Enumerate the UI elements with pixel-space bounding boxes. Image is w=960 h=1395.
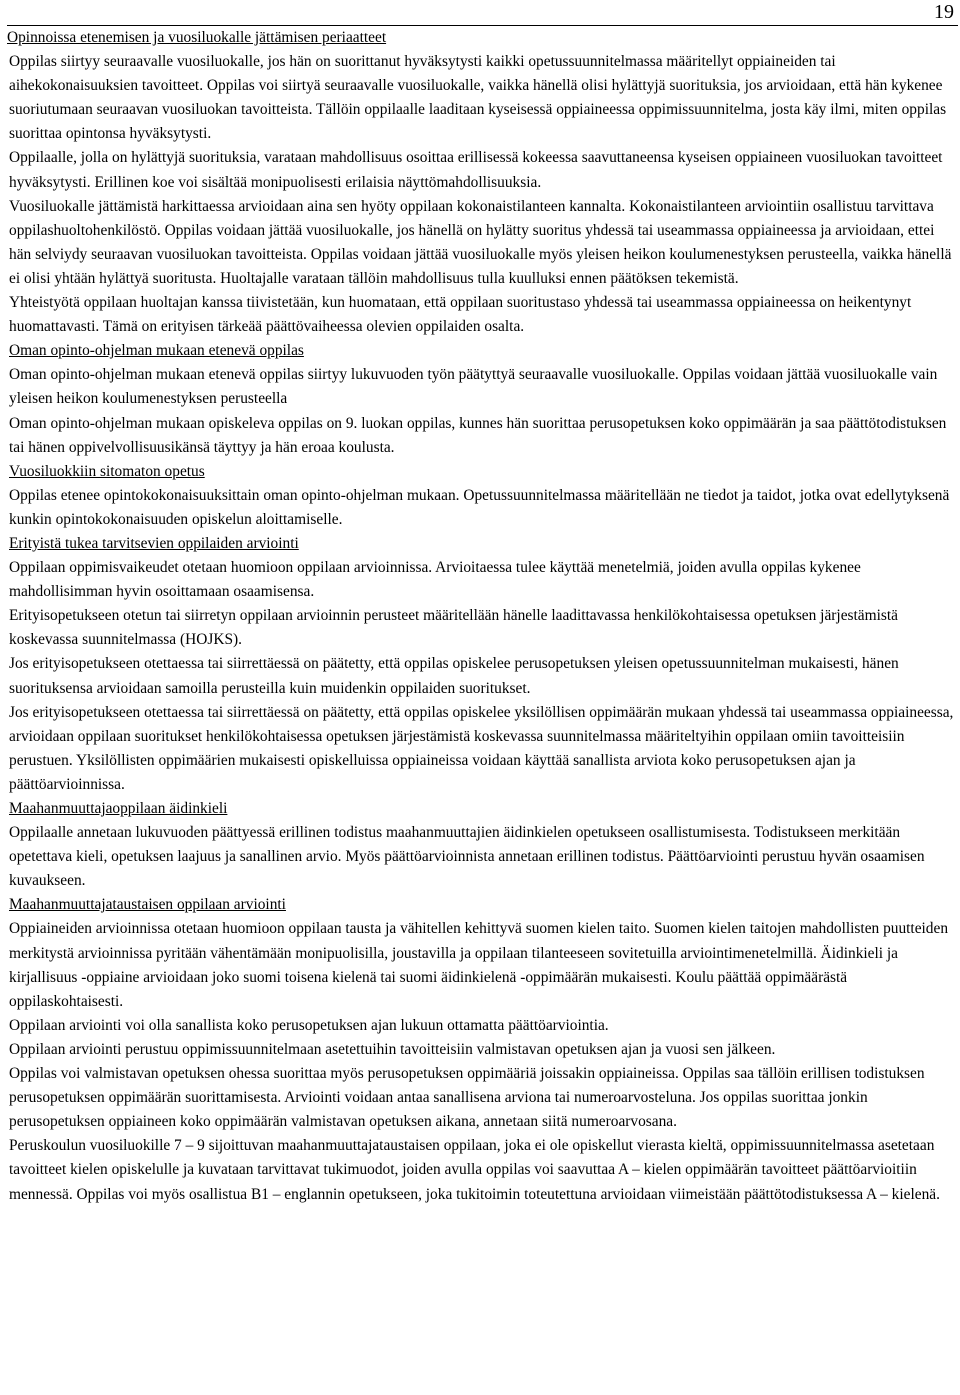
paragraph: Jos erityisopetukseen otettaessa tai siirrettäessä on päätetty, että oppilas opiskelee perusopetuksen yleisen opetussuunnitelman mukaisesti, hänen suorituksensa arvioidaan samoilla perusteilla kuin muidenkin oppilaiden suoritukset. (9, 655, 899, 697)
paragraph: Yhteistyötä oppilaan huoltajan kanssa tiivistetään, kun huomataan, että oppilaan suoritustaso yhdessä tai useammassa oppiaineessa on heikentynyt huomattavasti. Tämä on erityisen tärkeää päättövaiheessa olevien oppilaiden osalta. (9, 294, 912, 336)
section-heading-non-grade-teaching: Vuosiluokkiin sitomaton opetus (9, 462, 205, 480)
section-heading-immigrant-mother-tongue: Maahanmuuttajaoppilaan äidinkieli (9, 800, 228, 817)
paragraph: Vuosiluokalle jättämistä harkittaessa arvioidaan aina sen hyöty oppilaan kokonaistilanteen kannalta. Kokonaistilanteen arviointiin osallistuu tarvittava oppilashuoltohenkilöstö. Oppilas voidaan jättää vuosiluokalle, jos hänellä on hylätty suoritus yhdessä tai useammassa oppiaineessa ja arvioidaan, ettei hän selviydy seuraavan vuosiluokan tavoitteista. Oppilas voidaan jättää vuosiluokalle myös yleisen heikon koulumenestyksen perusteella, vaikka hänellä ei olisi yhtään hylättyä suoritusta. Huoltajalle varataan tällöin mahdollisuus tulla kuulluksi ennen päätöksen tekemistä. (9, 197, 952, 287)
paragraph: Erityisopetukseen otetun tai siirretyn oppilaan arvioinnin perusteet määritellään hänelle laadittavassa henkilökohtaisessa opetuksen järjestämistä koskevassa suunnitelmassa (HOJKS). (9, 607, 898, 649)
page-number: 19 (934, 1, 954, 23)
paragraph: Oppilas voi valmistavan opetuksen ohessa suorittaa myös perusopetuksen oppimääriä joissakin oppiaineissa. Oppilas saa tällöin erillisen todistuksen perusopetuksen oppimäärän suorittamisesta. Arviointi voidaan antaa sanallisena arviona tai numeroarvosteluna. Jos oppilas suorittaa jonkin perusopetuksen oppiaineen koko oppimäärän valmistavan opetuksen aikana, annetaan siitä numeroarvosana. (9, 1065, 925, 1131)
paragraph: Oppilaan arviointi voi olla sanallista koko perusopetuksen ajan lukuun ottamatta päättöarviointia. (9, 1016, 609, 1034)
paragraph: Oppilaan arviointi perustuu oppimissuunnitelmaan asetettuihin tavoitteisiin valmistavan opetuksen ajan ja vuosi sen jälkeen. (9, 1040, 776, 1058)
section-heading-own-study-program: Oman opinto-ohjelman mukaan etenevä oppilas (9, 342, 304, 360)
paragraph: Oppiaineiden arvioinnissa otetaan huomioon oppilaan tausta ja vähitellen kehittyvä suomen kielen taito. Suomen kielen taitojen mahdollisten puutteiden merkitystä arvioinnissa pyritään vähentämään monipuolisilla, joustavilla ja oppilaan tilanteeseen sovitetuilla arviointimenetelmillä. Äidinkieli ja kirjallisuus -oppiaine arvioidaan joko suomi toisena kielenä tai suomi äidinkielenä -oppimäärän mukaisesti. Koulu päättää oppimäärästä oppilaskohtaisesti. (9, 920, 949, 1010)
paragraph: Oppilaan oppimisvaikeudet otetaan huomioon oppilaan arvioinnissa. Arvioitaessa tulee käyttää menetelmiä, joiden avulla oppilas kykenee mahdollisimman hyvin osoittamaan osaamisensa. (9, 559, 861, 601)
paragraph: Oppilas siirtyy seuraavalle vuosiluokalle, jos hän on suorittanut hyväksytysti kaikki opetussuunnitelmassa määritellyt oppiaineiden tai aihekokonaisuuksien tavoitteet. Oppilas voi siirtyä seuraavalle vuosiluokalle, vaikka hänellä olisi hylättyjä suorituksia, jos arvioidaan, että hän kykenee suoriutumaan seuraavan vuosiluokan tavoitteista. Tällöin oppilaalle laaditaan kyseisessä oppiaineessa oppimissuunnitelma, josta käy ilmi, miten oppilas suorittaa opintonsa hyväksytysti. (9, 53, 947, 143)
section-heading-progression: Opinnoissa etenemisen ja vuosiluokalle jättämisen periaatteet (7, 25, 958, 50)
section-heading-immigrant-assessment: Maahanmuuttajataustaisen oppilaan arviointi (9, 896, 286, 914)
document-body (9, 25, 958, 1207)
paragraph: Peruskoulun vuosiluokille 7 – 9 sijoittuvan maahanmuuttajataustaisen oppilaan, joka ei ole opiskellut vierasta kieltä, oppimissuunnitelmassa asetetaan tavoitteet kielen opiskelulle ja kuvataan tarvittavat tukimuodot, joiden avulla oppilas voi saavuttaa A – kielen oppimäärän tavoitteet päättöarvioitiin mennessä. Oppilas voi myös osallistua B1 – englannin opetukseen, joka tukitoimin toteutettuna arvioidaan viimeistään päättötodistuksessa A – kielenä. (9, 1137, 940, 1203)
paragraph: Oppilaalle annetaan lukuvuoden päättyessä erillinen todistus maahanmuuttajien äidinkielen opetukseen osallistumisesta. Todistukseen merkitään opetettava kieli, opetuksen laajuus ja sanallinen arvio. Myös päättöarvioinnista annetaan erillinen todistus. Päättöarviointi perustuu hyvän osaamisen kuvaukseen. (9, 824, 925, 890)
paragraph: Oman opinto-ohjelman mukaan etenevä oppilas siirtyy lukuvuoden työn päätyttyä seuraavalle vuosiluokalle. Oppilas voidaan jättää vuosiluokalle vain yleisen heikon koulumenestyksen perusteella (9, 366, 938, 408)
paragraph: Oman opinto-ohjelman mukaan opiskeleva oppilas on 9. luokan oppilas, kunnes hän suorittaa perusopetuksen koko oppimäärän ja saa päättötodistuksen tai hänen oppivelvollisuusikänsä täyttyy ja hän eroaa koulusta. (9, 414, 947, 456)
paragraph: Jos erityisopetukseen otettaessa tai siirrettäessä on päätetty, että oppilas opiskelee yksilöllisen oppimäärän mukaan yhdessä tai useammassa oppiaineessa, arvioidaan oppilaan suoritukset henkilökohtaisessa opetuksen järjestämistä koskevassa suunnitelmassa määriteltyihin oppilaan omiin tavoitteisiin perustuen. Yksilöllisten oppimäärien mukaisesti opiskelluissa oppiaineissa voidaan käyttää sanallista arviota koko perusopetuksen ajan ja päättöarvioinnissa. (9, 703, 954, 793)
paragraph: Oppilas etenee opintokokonaisuuksittain oman opinto-ohjelman mukaan. Opetussuunnitelmassa määritellään ne tiedot ja taidot, jotka ovat edellytyksenä kunkin opintokokonaisuuden opiskelun aloittamiselle. (9, 486, 950, 528)
paragraph: Oppilaalle, jolla on hylättyjä suorituksia, varataan mahdollisuus osoittaa erillisessä kokeessa saavuttaneensa kyseisen oppiaineen vuosiluokan tavoitteet hyväksytysti. Erillinen koe voi sisältää monipuolisesti erilaisia näyttömahdollisuuksia. (9, 149, 943, 191)
section-heading-special-support: Erityistä tukea tarvitsevien oppilaiden arviointi (9, 534, 299, 552)
